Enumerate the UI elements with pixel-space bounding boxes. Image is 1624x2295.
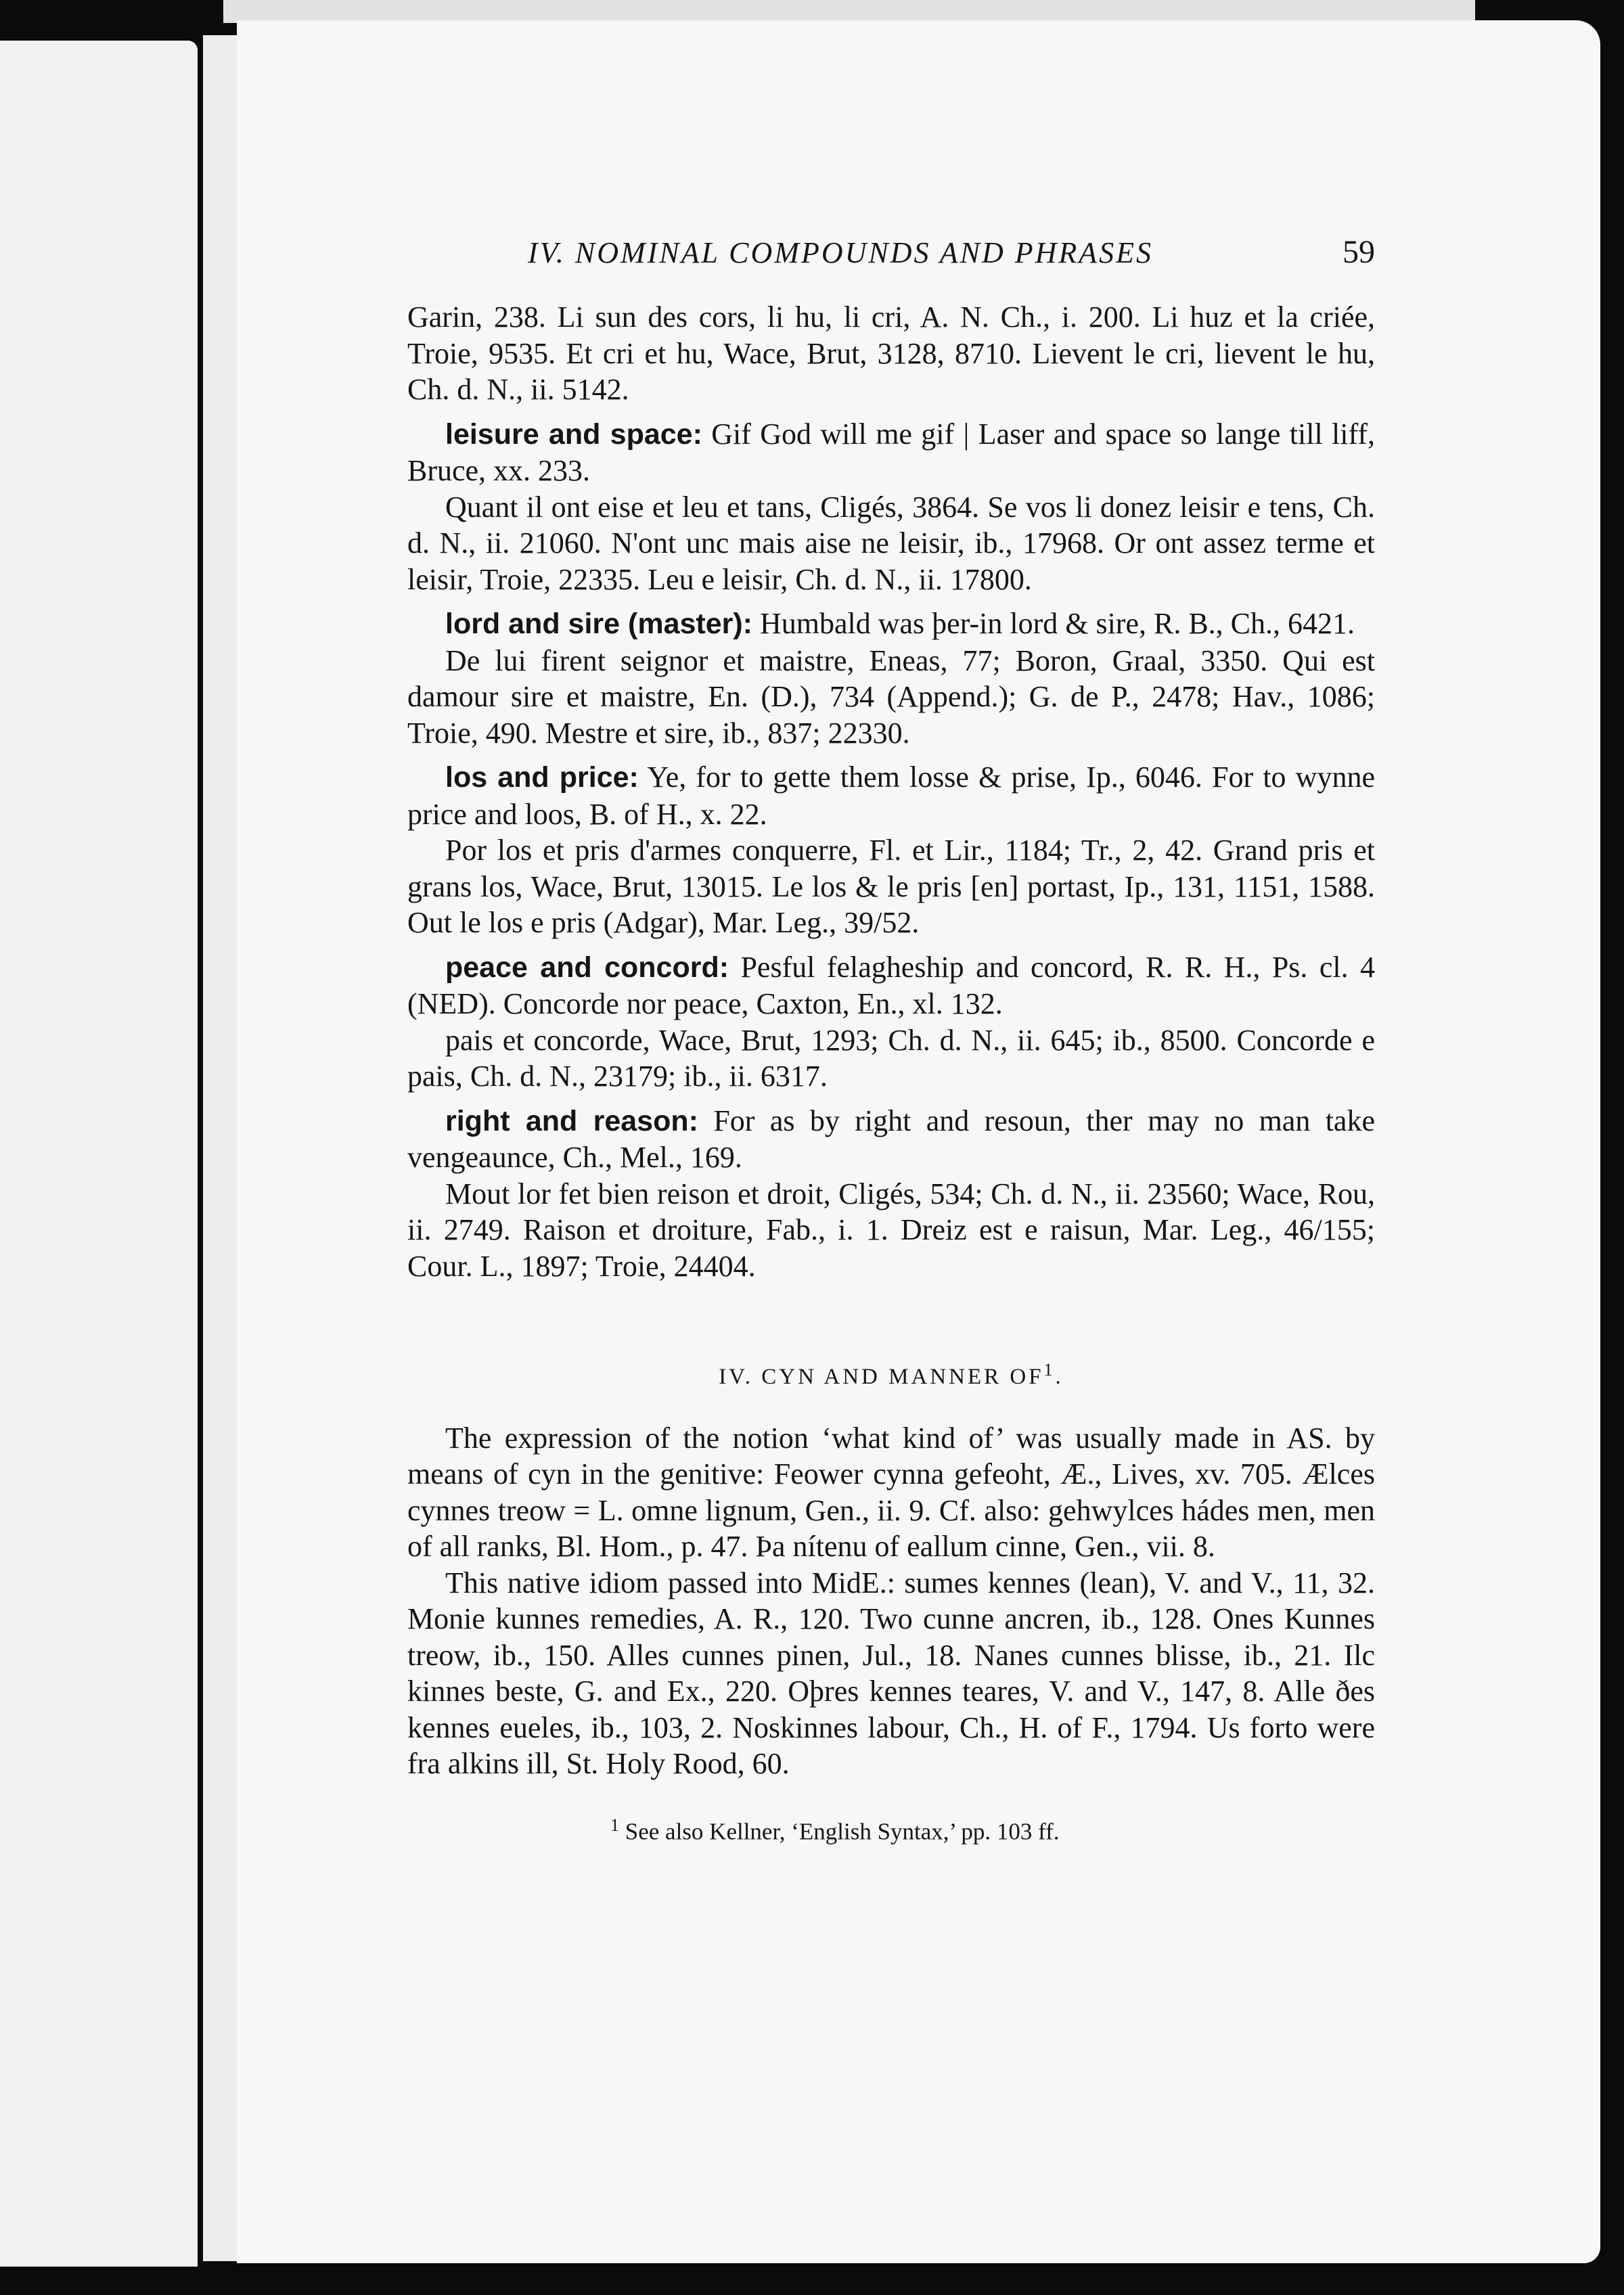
entry-lord-and-sire [407,606,1375,643]
paragraph: The expression of the notion ‘what kind of’ was usually made in AS. by means of cyn in the genitive: Feower cynna gefeoht, Æ., Lives, xv. 705. Ælces cynnes treow = L. omne lignum, Gen., ii. 9. Cf. also: gehwylces hádes men, men of all ranks, Bl. Hom., p. 47. Þa nítenu of eallum cinne, Gen., vii. 8. [407,1421,1375,1563]
running-header [407,233,1375,272]
paragraph: pais et concorde, Wace, Brut, 1293; Ch. d. N., ii. 645; ib., 8500. Concorde e pais, Ch. d. N., 23179; ib., ii. 6317. [407,1023,1375,1093]
entry-term: right and reason: [445,1104,698,1137]
paragraph: De lui firent seignor et maistre, Eneas, 77; Boron, Graal, 3350. Qui est damour sire et maistre, En. (D.), 734 (Append.); G. de P., 2478; Hav., 1086; Troie, 490. Mestre et sire, ib., 837; 22330. [407,643,1375,750]
entry-right-and-reason [407,1103,1375,1176]
section-title: IV. CYN AND MANNER OF [719,1365,1044,1389]
entry-text: Humbald was þer-in lord & sire, R. B., Ch., 6421. [760,607,1355,640]
footnote-marker: 1 [1043,1360,1056,1380]
footnote [407,1809,1375,1848]
paragraph: This native idiom passed into MidE.: sumes kennes (lean), V. and V., 11, 32. Monie kunnes remedies, A. R., 120. Two cunne ancren, ib., 128. Ones Kunnes treow, ib., 150. Alles cunnes pinen, Jul., 18. Nanes cunnes blisse, ib., 21. Ilc kinnes beste, G. and Ex., 220. Oþres kennes teares, V. and V., 147, 8. Alle ðes kennes eueles, ib., 103, 2. Noskinnes labour, Ch., H. of F., 1794. Us forto were fra alkins ill, St. Holy Rood, 60. [407,1566,1375,1780]
page-number: 59 [1343,234,1375,270]
page-edge [203,35,237,2261]
paragraph: Garin, 238. Li sun des cors, li hu, li cri, A. N. Ch., i. 200. Li huz et la criée, Troie, 9535. Et cri et hu, Wace, Brut, 3128, 8710. Lievent le cri, lievent le hu, Ch. d. N., ii. 5142. [407,300,1375,406]
paragraph: Mout lor fet bien reison et droit, Cligés, 534; Ch. d. N., ii. 23560; Wace, Rou, ii. 2749. Raison et droiture, Fab., i. 1. Dreiz est e raisun, Mar. Leg., 46/155; Cour. L., 1897; Troie, 24404. [407,1177,1375,1283]
entry-term: leisure and space: [445,417,702,451]
entry-term: los and price: [445,761,639,794]
section-heading: IV. CYN AND MANNER $OF^1$. [719,1360,1064,1389]
entry-term: lord and sire (master): [445,608,752,640]
top-page-edge [223,0,1475,23]
footnote-number: 1 [610,1815,619,1835]
entry-text: Gif God will me gif | Laser and space so lange till liff, Bruce, xx. 233. [407,417,1375,487]
entry-text: Ye, for to gette them losse & prise, Ip., 6046. For to wynne price and loos, B. of H., x. 22. [407,760,1375,831]
paragraph: Quant il ont eise et leu et tans, Cligés, 3864. Se vos li donez leisir e tens, Ch. d. N., ii. 21060. N'ont unc mais aise ne leisir, ib., 17968. Or ont assez terme et leisir, Troie, 22335. Leu e leisir, Ch. d. N., ii. 17800. [407,490,1375,596]
entry-text: For as by right and resoun, ther may no man take vengeaunce, Ch., Mel., 169. [407,1104,1375,1174]
entry-leisure-and-space [407,416,1375,489]
paragraph: Por los et pris d'armes conquerre, Fl. et Lir., 1184; Tr., 2, 42. Grand pris et grans los, Wace, Brut, 13015. Le los & le pris [en] portast, Ip., 131, 1151, 1588. Out le los e pris (Adgar), Mar. Leg., 39/52. [407,834,1375,939]
page-text [407,233,1375,1848]
footnote-text: See also Kellner, ‘English Syntax,’ pp. 103 ff. [625,1818,1060,1845]
entry-text: Pesful felagheship and concord, R. R. H., Ps. cl. 4 (NED). Concorde nor peace, Caxton, En., xl. 132. [407,950,1376,1020]
entry-los-and-price [407,759,1375,832]
entry-peace-and-concord [407,949,1375,1022]
facing-page [0,41,198,2267]
entry-term: peace and concord: [445,951,729,984]
running-title: IV. NOMINAL COMPOUNDS AND PHRASES [528,236,1153,269]
